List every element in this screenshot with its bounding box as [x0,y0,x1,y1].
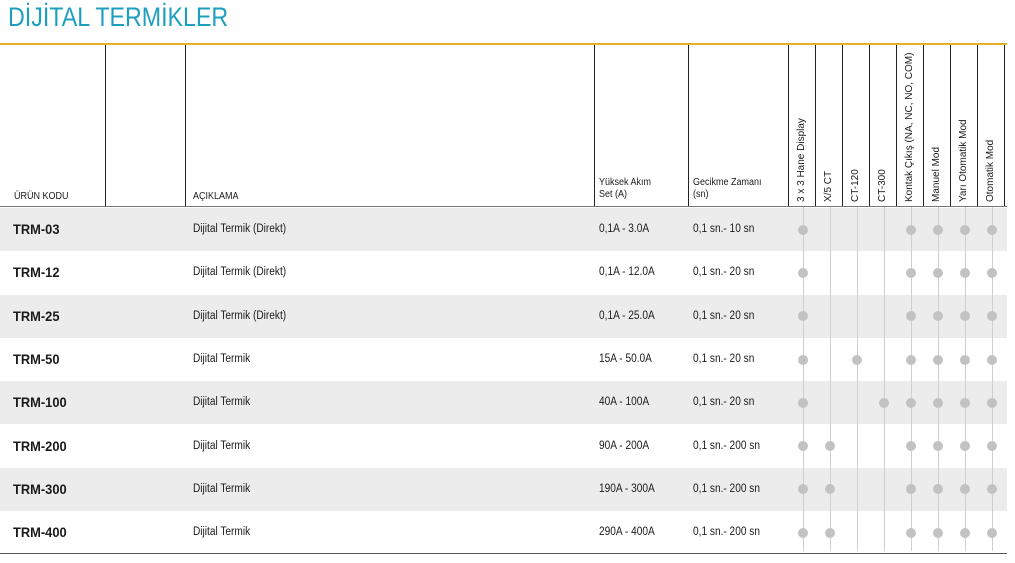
feature-dot [906,268,916,278]
product-description: Dijital Termik [193,439,251,452]
feature-dot [987,528,997,538]
feature-header-label: Otomatik Mod [984,139,996,202]
header-divider [105,45,106,206]
delay-range: 0,1 sn.- 20 sn [693,309,755,322]
feature-dot [987,398,997,408]
feature-divider [815,45,816,206]
product-code: TRM-300 [13,480,67,497]
feature-guide-line [911,207,912,551]
feature-header-label: 3 x 3 Hane Display [795,118,807,202]
product-description: Dijital Termik [193,526,251,539]
delay-range: 0,1 sn.- 20 sn [693,266,755,279]
feature-dot [906,355,916,365]
feature-dot [825,528,835,538]
header-divider [788,45,789,206]
delay-range: 0,1 sn.- 20 sn [693,352,755,365]
product-code: TRM-400 [13,524,67,541]
header-delay-line1: Gecikme Zamanı [693,177,762,188]
header-divider [688,45,689,206]
feature-header-label: CT-120 [849,169,861,202]
delay-range: 0,1 sn.- 200 sn [693,482,760,495]
feature-dot [852,355,862,365]
header-code: ÜRÜN KODU [14,191,69,202]
header-description: AÇIKLAMA [193,191,239,202]
product-description: Dijital Termik (Direkt) [193,266,287,279]
delay-range: 0,1 sn.- 200 sn [693,439,760,452]
table-row [0,295,1007,338]
table-row [0,511,1007,554]
page-title: DİJİTAL TERMİKLER [8,2,229,32]
table-row [0,251,1007,294]
feature-guide-line [803,207,804,551]
current-range: 0,1A - 12.0A [599,266,655,279]
feature-dot [906,398,916,408]
feature-dot [798,268,808,278]
feature-guide-line [938,207,939,551]
bottom-rule [0,553,1007,554]
feature-guide-line [965,207,966,551]
feature-dot [960,528,970,538]
delay-range: 0,1 sn.- 20 sn [693,396,755,409]
feature-dot [960,225,970,235]
feature-guide-line [992,207,993,551]
feature-dot [933,355,943,365]
header-rule [0,206,1007,207]
feature-dot [960,398,970,408]
current-range: 0,1A - 25.0A [599,309,655,322]
feature-divider [950,45,951,206]
feature-dot [879,398,889,408]
header-divider [185,45,186,206]
feature-dot [960,268,970,278]
feature-dot [960,355,970,365]
product-code: TRM-03 [13,221,60,237]
feature-header-label: Manuel Mod [930,146,942,202]
feature-dot [798,355,808,365]
feature-dot [987,268,997,278]
feature-divider [977,45,978,206]
product-code: TRM-200 [13,437,67,454]
table-row [0,425,1007,468]
title-underline [0,43,1007,45]
feature-header-label: Yarı Otomatik Mod [957,119,969,202]
feature-dot [906,528,916,538]
table-row [0,381,1007,424]
feature-dot [933,398,943,408]
feature-dot [933,268,943,278]
product-description: Dijital Termik (Direkt) [193,223,287,235]
feature-guide-line [830,207,831,551]
header-delay-line2: (sn) [693,189,709,200]
product-description: Dijital Termik [193,482,251,495]
product-description: Dijital Termik (Direkt) [193,309,287,322]
product-description: Dijital Termik [193,352,251,365]
feature-divider [1004,45,1005,206]
feature-dot [798,225,808,235]
feature-dot [933,528,943,538]
feature-dot [987,225,997,235]
product-description: Dijital Termik [193,396,251,409]
feature-dot [798,528,808,538]
feature-dot [933,225,943,235]
table-row [0,468,1007,511]
product-code: TRM-12 [13,264,60,281]
feature-divider [869,45,870,206]
current-range: 290A - 400A [599,526,655,539]
feature-divider [923,45,924,206]
feature-dot [906,225,916,235]
product-code: TRM-100 [13,394,67,411]
feature-header-label: Kontak Çıkış (NA, NC, NO, COM) [903,52,915,202]
current-range: 90A - 200A [599,439,650,452]
header-current-line2: Set (A) [599,189,628,200]
product-code: TRM-25 [13,307,60,324]
feature-dot [987,355,997,365]
feature-guide-line [857,207,858,551]
product-code: TRM-50 [13,350,60,367]
feature-divider [842,45,843,206]
current-range: 15A - 50.0A [599,352,652,365]
header-current-line1: Yüksek Akım [599,177,652,188]
current-range: 0,1A - 3.0A [599,223,650,235]
feature-dot [798,398,808,408]
table-row [0,208,1007,251]
current-range: 190A - 300A [599,482,655,495]
feature-header-label: CT-300 [876,169,888,202]
feature-guide-line [884,207,885,551]
header-divider [594,45,595,206]
delay-range: 0,1 sn.- 10 sn [693,223,755,235]
feature-divider [896,45,897,206]
delay-range: 0,1 sn.- 200 sn [693,526,760,539]
feature-header-label: X/5 CT [822,170,834,202]
current-range: 40A - 100A [599,396,650,409]
